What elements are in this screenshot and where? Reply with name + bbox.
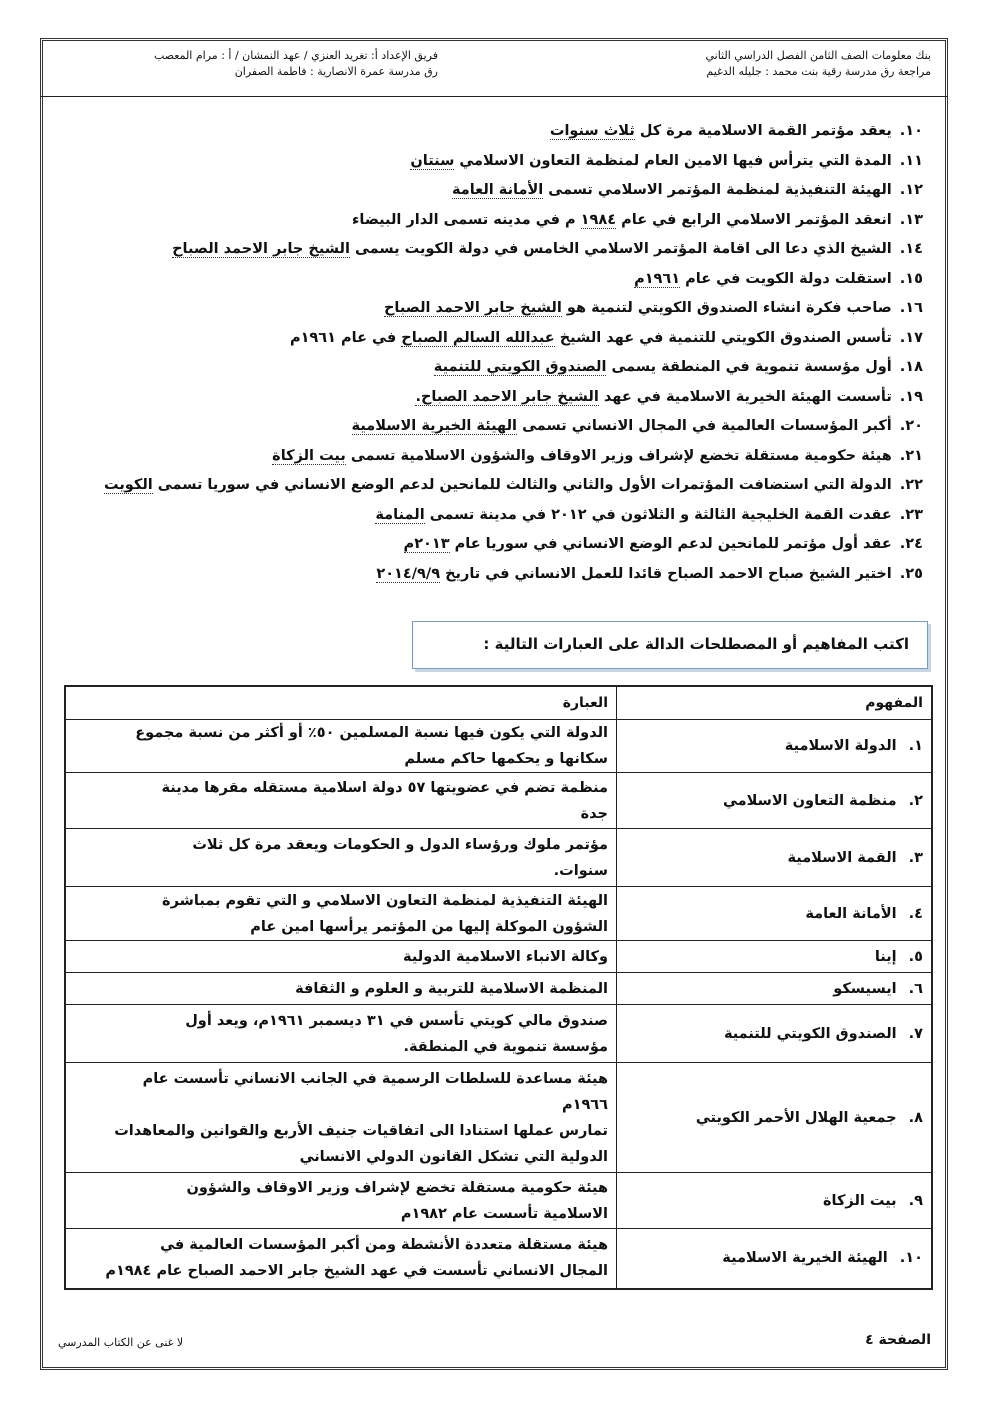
fact-answer: الشيخ جابر الاحمد الصباح. <box>415 388 599 405</box>
concept-number: ٤. <box>908 905 923 922</box>
fact-item <box>53 147 923 177</box>
concept-term: الصندوق الكويتي للتنمية <box>723 1025 897 1042</box>
fact-text: تأسس الصندوق الكويتي للتنمية في عهد الشيخ <box>554 329 892 346</box>
fact-text: أكبر المؤسسات العالمية في المجال الانساني تسمى <box>517 418 892 434</box>
fact-text: الشيخ الذي دعا الى اقامة المؤتمر الاسلامي الخامس في دولة الكويت يسمى <box>349 241 892 257</box>
fact-text: يعقد مؤتمر القمة الاسلامية مرة كل <box>634 123 892 139</box>
phrase-line: الشؤون الموكلة إليها من المؤتمر يرأسها امين عام <box>250 918 608 935</box>
phrase-line: صندوق مالي كويتي تأسس في ٣١ ديسمبر ١٩٦١م، ويعد أول <box>185 1012 608 1029</box>
fact-answer: الهيئة الخيرية الاسلامية <box>351 418 518 434</box>
concept-term: جمعية الهلال الأحمر الكويتي <box>695 1109 897 1126</box>
fact-text: عقدت القمة الخليجية الثالثة و الثلاثون في ٢٠١٢ في مدينة تسمى <box>424 506 892 523</box>
fact-item <box>53 324 923 354</box>
concept-cell <box>617 1005 933 1063</box>
concept-cell <box>617 1063 933 1173</box>
fact-answer: سنتان <box>410 152 455 169</box>
header-left <box>58 48 438 80</box>
concept-number: ٥. <box>908 948 923 965</box>
fact-number: ١٥. <box>899 270 923 287</box>
concept-number: ٢. <box>908 792 923 809</box>
fact-answer: ١٩٨٤ <box>580 211 617 228</box>
page-footer <box>58 1332 931 1356</box>
fact-item <box>53 471 923 501</box>
header-phrase: العبارة <box>65 686 617 720</box>
phrase-line: الدولة التي يكون فيها نسبة المسلمين ٥٠٪ أو أكثر من نسبة مجموع <box>135 725 608 741</box>
header-title: بنك معلومات الصف الثامن الفصل الدراسي الثاني <box>705 49 931 62</box>
concept-cell <box>617 829 933 887</box>
fact-number: ١٣. <box>899 211 923 228</box>
table-row <box>65 1005 932 1063</box>
fact-number: ٢٠. <box>899 418 923 434</box>
concept-term: الدولة الاسلامية <box>784 738 897 754</box>
table-row <box>65 1063 932 1173</box>
concept-cell <box>617 773 933 829</box>
table-row <box>65 887 932 941</box>
fact-answer: الصندوق الكويتي للتنمية <box>433 359 607 375</box>
phrase-line: جدة <box>580 805 608 822</box>
fact-text: هيئة حكومية مستقلة تخضع لإشراف وزير الاوقاف والشؤون الاسلامية تسمى <box>345 447 892 464</box>
fact-item <box>53 176 923 206</box>
concept-number: ٦. <box>908 980 923 997</box>
fact-text: أول مؤسسة تنموية في المنطقة يسمى <box>606 359 892 375</box>
phrase-cell <box>65 773 617 829</box>
fact-text: اختير الشيخ صباح الاحمد الصباح قائدا للعمل الانساني في تاريخ <box>440 565 892 582</box>
fact-item <box>53 206 923 236</box>
fact-item <box>53 442 923 472</box>
fact-number: ٢١. <box>899 447 923 464</box>
fact-answer: المنامة <box>375 506 425 523</box>
table-row <box>65 973 932 1005</box>
concepts-table <box>64 685 933 1290</box>
concept-term: بيت الزكاة <box>822 1192 897 1209</box>
fact-text: انعقد المؤتمر الاسلامي الرابع في عام <box>616 211 892 228</box>
fact-item <box>53 412 923 442</box>
fact-item <box>53 265 923 295</box>
phrase-line: المنظمة الاسلامية للتربية و العلوم و الثقافة <box>295 980 608 997</box>
phrase-line: هيئة مستقلة متعددة الأنشطة ومن أكبر المؤسسات العالمية في <box>160 1237 608 1254</box>
fact-item <box>53 294 923 324</box>
phrase-line: سنوات. <box>553 862 608 879</box>
fact-answer: ٢٠١٣م <box>403 536 450 552</box>
table-row <box>65 1229 932 1289</box>
header-concept: المفهوم <box>617 686 933 720</box>
header-school: رق مدرسة عمرة الانصارية : فاطمة الصفران <box>234 65 438 78</box>
phrase-line: منظمة تضم في عضويتها ٥٧ دولة اسلامية مستقله مقرها مدينة <box>161 779 608 796</box>
fact-number: ٢٥. <box>899 565 923 582</box>
fact-number: ١٧. <box>899 329 923 346</box>
concept-cell <box>617 1173 933 1229</box>
fact-number: ٢٢. <box>899 477 923 493</box>
concept-term: ايسيسكو <box>833 980 897 997</box>
header-team: فريق الإعداد أ: تغريد العنزي / عهد النمشان / أ : مرام المعصب <box>153 49 438 62</box>
phrase-cell <box>65 973 617 1005</box>
fact-answer: ٢٠١٤/٩/٩ <box>376 565 441 582</box>
header-right <box>705 48 931 80</box>
table-row <box>65 941 932 973</box>
fact-answer: عبدالله السالم الصباح <box>401 329 555 346</box>
phrase-line: الهيئة التنفيذية لمنظمة التعاون الاسلامي و التي تقوم بمباشرة <box>162 892 608 909</box>
page-number: الصفحة ٤ <box>865 1332 931 1348</box>
phrase-line: ١٩٦٦م <box>561 1096 608 1113</box>
fact-number: ١٩. <box>899 388 923 405</box>
concept-number: ٧. <box>908 1025 923 1042</box>
phrase-line: سكانها و يحكمها حاكم مسلم <box>404 751 608 767</box>
instruction-text: اكتب المفاهيم أو المصطلحات الدالة على العبارات التالية : <box>483 635 909 653</box>
concept-number: ١. <box>908 738 923 754</box>
phrase-line: هيئة مساعدة للسلطات الرسمية في الجانب الانساني تأسست عام <box>142 1070 608 1087</box>
instruction-box <box>412 621 928 669</box>
phrase-line: تمارس عملها استنادا الى اتفاقيات جنيف الأربع والقوانين والمعاهدات <box>114 1122 608 1139</box>
fact-number: ١٢. <box>899 182 923 198</box>
facts-list <box>53 117 923 589</box>
phrase-line: مؤتمر ملوك ورؤساء الدول و الحكومات ويعقد مرة كل ثلاث <box>192 836 608 853</box>
fact-answer: الكويت <box>104 477 153 493</box>
table-row <box>65 829 932 887</box>
footer-note: لا غنى عن الكتاب المدرسي <box>58 1336 184 1349</box>
fact-answer: ١٩٦١م <box>634 270 681 287</box>
fact-text: الهيئة التنفيذية لمنظمة المؤتمر الاسلامي تسمى <box>543 182 892 198</box>
fact-answer: الشيخ جابر الاحمد الصباح <box>172 241 350 257</box>
fact-text: الدولة التي استضافت المؤتمرات الأول والثاني والثالث للمانحين لدعم الوضع الانساني في سوريا تسمى <box>152 477 892 493</box>
header-divider <box>40 96 948 97</box>
concept-cell <box>617 973 933 1005</box>
fact-number: ١٠. <box>899 123 923 139</box>
phrase-line: المجال الانساني تأسست في عهد الشيخ جابر الاحمد الصباح عام ١٩٨٤م <box>105 1263 608 1280</box>
concept-term: الهيئة الخيرية الاسلامية <box>722 1250 888 1267</box>
fact-number: ٢٣. <box>899 506 923 523</box>
fact-number: ١١. <box>899 152 923 169</box>
fact-item <box>53 560 923 590</box>
page-header <box>58 48 931 90</box>
concept-term: القمة الاسلامية <box>787 849 897 866</box>
concept-cell <box>617 941 933 973</box>
phrase-line: هيئة حكومية مستقلة تخضع لإشراف وزير الاوقاف والشؤون <box>186 1179 608 1196</box>
fact-number: ١٤. <box>899 241 923 257</box>
fact-text: استقلت دولة الكويت في عام <box>680 270 892 287</box>
phrase-cell <box>65 1173 617 1229</box>
concept-cell <box>617 1229 933 1289</box>
fact-after: في عام ١٩٦١م <box>289 329 402 346</box>
phrase-cell <box>65 1063 617 1173</box>
concept-number: ١٠. <box>899 1250 923 1267</box>
fact-item <box>53 501 923 531</box>
fact-text: المدة التي يترأس فيها الامين العام لمنظمة التعاون الاسلامي <box>454 152 892 169</box>
fact-answer: ثلاث سنوات <box>549 123 635 139</box>
phrase-cell <box>65 1005 617 1063</box>
concept-term: منظمة التعاون الاسلامي <box>722 792 897 809</box>
phrase-cell <box>65 887 617 941</box>
fact-answer: الشيخ جابر الاحمد الصباح <box>383 300 562 316</box>
concept-number: ٣. <box>908 849 923 866</box>
fact-answer: الأمانة العامة <box>451 182 544 198</box>
concept-cell <box>617 887 933 941</box>
phrase-line: مؤسسة تنموية في المنطقة. <box>403 1038 608 1055</box>
phrase-line: وكالة الانباء الاسلامية الدولية <box>403 948 608 965</box>
fact-item <box>53 530 923 560</box>
concept-term: الأمانة العامة <box>805 905 897 922</box>
phrase-cell <box>65 1229 617 1289</box>
fact-text: صاحب فكرة انشاء الصندوق الكويتي لتنمية هو <box>561 300 892 316</box>
fact-item <box>53 353 923 383</box>
fact-item <box>53 235 923 265</box>
fact-answer: بيت الزكاة <box>272 447 346 464</box>
fact-text: تأسست الهيئة الخيرية الاسلامية في عهد <box>598 388 892 405</box>
phrase-line: الاسلامية تأسست عام ١٩٨٢م <box>400 1205 608 1222</box>
fact-after: م في مدينه تسمى الدار البيضاء <box>351 211 581 228</box>
fact-number: ١٦. <box>899 300 923 316</box>
fact-number: ٢٤. <box>899 536 923 552</box>
table-row <box>65 1173 932 1229</box>
phrase-cell <box>65 720 617 773</box>
header-review: مراجعة رق مدرسة رقية بنت محمد : جليله الدغيم <box>706 65 931 78</box>
phrase-cell <box>65 829 617 887</box>
table-header-row <box>65 686 932 720</box>
concept-term: إينا <box>874 948 897 965</box>
fact-item <box>53 383 923 413</box>
fact-text: عقد أول مؤتمر للمانحين لدعم الوضع الانساني في سوريا عام <box>449 536 892 552</box>
phrase-line: الدولية التي تشكل القانون الدولي الانساني <box>299 1148 608 1165</box>
phrase-cell <box>65 941 617 973</box>
concept-number: ٩. <box>908 1192 923 1209</box>
fact-item <box>53 117 923 147</box>
table-row <box>65 773 932 829</box>
concept-cell <box>617 720 933 773</box>
fact-number: ١٨. <box>899 359 923 375</box>
table-row <box>65 720 932 773</box>
concept-number: ٨. <box>908 1109 923 1126</box>
